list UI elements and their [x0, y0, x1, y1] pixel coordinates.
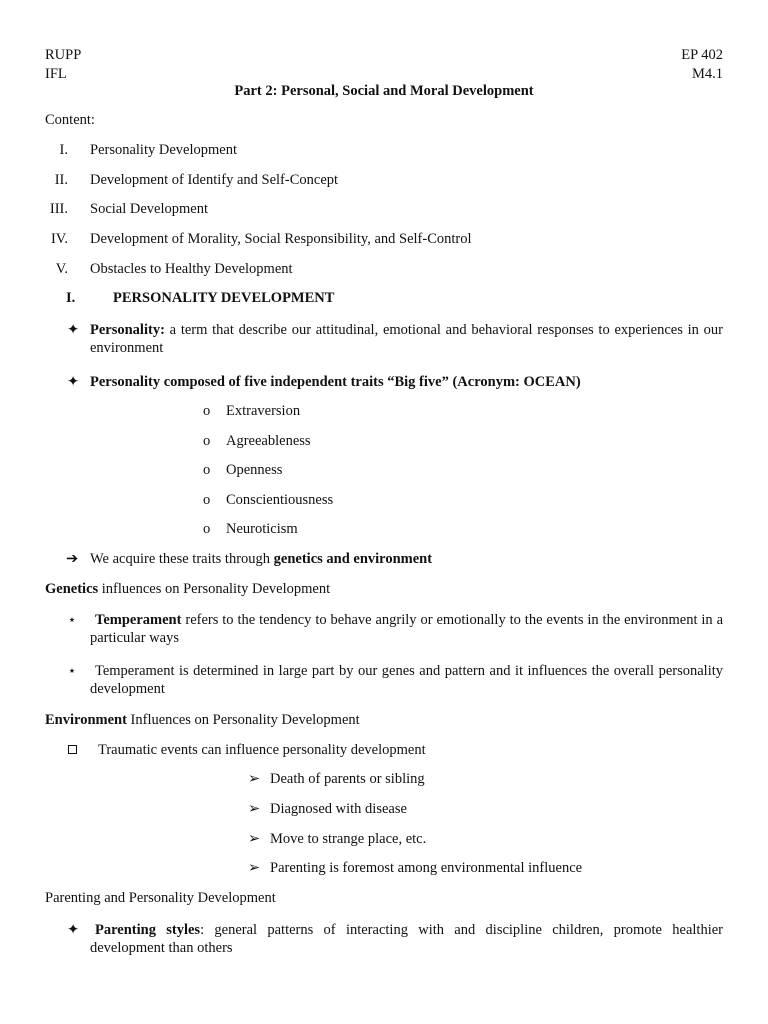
circle-bullet-icon: o — [203, 403, 211, 419]
circle-bullet-icon: o — [203, 521, 211, 537]
toc-number: III. — [49, 201, 68, 217]
circle-bullet-icon: o — [203, 492, 211, 508]
trait-item: Agreeableness — [226, 433, 311, 449]
toc-item: Personality Development — [90, 142, 237, 158]
traumatic-events: Traumatic events can influence personality development — [98, 742, 426, 758]
toc-item: Obstacles to Healthy Development — [90, 261, 293, 277]
section-heading: PERSONALITY DEVELOPMENT — [113, 290, 335, 306]
event-item: Diagnosed with disease — [270, 801, 407, 817]
acquire-line — [90, 550, 432, 568]
star-bullet-icon: ⭑ — [69, 665, 75, 677]
environment-heading — [45, 711, 360, 729]
acquire-bold: genetics and environment — [273, 551, 433, 567]
header-left-line2: IFL — [45, 66, 67, 82]
trait-item: Neuroticism — [226, 521, 298, 537]
header-left-line1: RUPP — [45, 47, 82, 63]
content-label: Content: — [45, 112, 95, 128]
diamond-bullet-icon: ✦ — [67, 322, 80, 338]
personality-definition — [90, 321, 723, 357]
genetics-heading — [45, 580, 330, 598]
star-bullet-icon: ⭑ — [69, 614, 75, 626]
arrow-bullet-icon: ➔ — [66, 551, 79, 567]
chevron-bullet-icon: ➢ — [248, 771, 261, 787]
chevron-bullet-icon: ➢ — [248, 860, 261, 876]
trait-item: Extraversion — [226, 403, 301, 419]
section-number: I. — [66, 290, 76, 306]
header-right-line2: M4.1 — [691, 66, 723, 82]
chevron-bullet-icon: ➢ — [248, 831, 261, 847]
event-item: Death of parents or sibling — [270, 771, 425, 787]
toc-number: I. — [59, 142, 68, 158]
genetics-bold: Genetics — [45, 581, 99, 597]
toc-number: II. — [54, 172, 68, 188]
temperament-term: Temperament — [95, 612, 182, 628]
checkbox-bullet-icon — [68, 741, 77, 759]
environment-text: Influences on Personality Development — [126, 712, 360, 728]
personality-term: Personality: — [90, 322, 165, 338]
toc-item: Social Development — [90, 201, 208, 217]
parenting-styles-text: : general patterns of interacting with and discipline children, promote healthier development than others — [90, 922, 723, 956]
toc-item: Development of Identify and Self-Concept — [90, 172, 339, 188]
parenting-styles-term: Parenting styles — [95, 922, 201, 938]
circle-bullet-icon: o — [203, 462, 211, 478]
circle-bullet-icon: o — [203, 433, 211, 449]
trait-item: Openness — [226, 462, 283, 478]
parenting-styles — [90, 921, 723, 957]
header-right-line1: EP 402 — [681, 47, 723, 63]
temperament-genes: Temperament is determined in large part by our genes and pattern and it influences the overall personality development — [90, 663, 723, 697]
big-five-heading: Personality composed of five independent traits “Big five” (Acronym: OCEAN) — [90, 374, 581, 390]
chevron-bullet-icon: ➢ — [248, 801, 261, 817]
diamond-bullet-icon: ✦ — [67, 374, 80, 390]
toc-number: IV. — [50, 231, 68, 247]
parenting-heading: Parenting and Personality Development — [45, 890, 276, 906]
trait-item: Conscientiousness — [226, 492, 334, 508]
environment-bold: Environment — [45, 712, 127, 728]
temperament-text: refers to the tendency to behave angrily or emotionally to the events in the environment in a particular ways — [90, 612, 723, 646]
personality-text: a term that describe our attitudinal, emotional and behavioral responses to experiences in our environment — [90, 322, 723, 356]
event-item: Move to strange place, etc. — [270, 831, 427, 847]
temperament-definition — [90, 611, 723, 647]
acquire-text: We acquire these traits through — [90, 551, 274, 567]
diamond-bullet-icon: ✦ — [67, 922, 80, 938]
toc-number: V. — [55, 261, 68, 277]
page-title: Part 2: Personal, Social and Moral Development — [234, 83, 534, 99]
event-item: Parenting is foremost among environmental influence — [270, 860, 583, 876]
genetics-text: influences on Personality Development — [98, 581, 331, 597]
toc-item: Development of Morality, Social Responsibility, and Self-Control — [90, 231, 472, 247]
